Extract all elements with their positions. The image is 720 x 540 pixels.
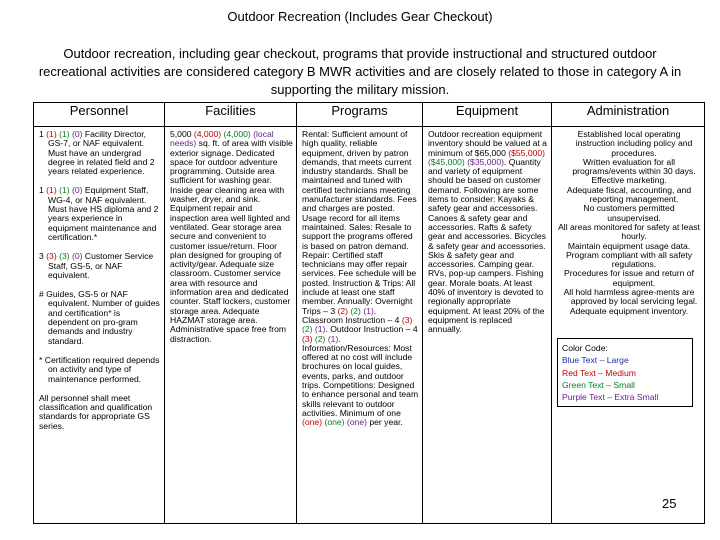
admin-item: Adequate fiscal, accounting, and reporting management. <box>566 184 692 205</box>
admin-item: Maintain equipment usage data. <box>567 240 691 251</box>
header-administration: Administration <box>552 103 705 127</box>
header-facilities: Facilities <box>165 103 297 127</box>
admin-item: Effective marketing. <box>591 175 667 186</box>
color-code-legend <box>557 338 693 407</box>
admin-item: Program compliant with all safety regulations. <box>565 249 693 270</box>
programs-cell: Rental: Sufficient amount of high quality, reliable equipment, driven by patron demands, that meets current industry standards. Shall be maintained and tuned with certified technicians meeting manufacturer standards. Fees and charges are posted. Usage record for all items maintained. Sales: Resale to support the programs offered is based on patron demand. Repair: Certified staff technicians may offer repair services. Fee schedule will be posted. Instruction & Trips: All include at least one staff member. Annually: Overnight Trips – 3 (2) (2) (1). Classroom Instruction – 4 (3) (2) (1). Outdoor Instruction – 4 (3) (2) (1). Information/Resources: Most offered at no cost will include brochures on local guides, events, parks, and outdoor trips. Competitions: Designed to enhance personal and team skills relevant to outdoor activities. Minimum of one (one) (one) (one) per year. <box>297 127 423 524</box>
personnel-director: 1 (1) (1) (0) Facility Director, GS-7, or NAF equivalent. Must have an undergrad degree in related field and 2 years related experience. <box>39 129 155 177</box>
admin-item: Procedures for issue and return of equipment. <box>564 268 694 288</box>
intro-paragraph: Outdoor recreation, including gear checkout, programs that provide instructional and structured outdoor recreational activities are considered category B MWR activities and are closely related to those in category A in supporting the military mission. <box>38 46 682 97</box>
legend-blue: Blue Text – Large <box>562 355 629 366</box>
admin-item: Written evaluation for all programs/events within 30 days. <box>572 156 696 177</box>
personnel-qualification-note: All personnel shall meet classification and qualification standards for appropriate GS series. <box>39 392 153 431</box>
admin-item: All areas monitored for safety at least hourly. <box>558 221 700 242</box>
standards-table <box>33 102 705 524</box>
admin-item: All hold harmless agree-ments are approved by local servicing legal. <box>563 287 698 307</box>
equipment-cell: Outdoor recreation equipment inventory should be valued at a minimum of $65,000 ($55,000) ($45,000) ($35,000). Quantity and variety of equipment should be based on customer demand. Following are some items to consider: Kayaks & safety gear and accessories. Canoes & safety gear and accessories. Rafts & safety gear and accessories. Bicycles & safety gear and accessories. Skis & safety gear and accessories. Camping gear. RVs, pop-up campers. Fishing gear. Morale boats. At least 40% of inventory is devoted to regionally appropriate equipment. At least 20% of the equipment is replaced annually. <box>423 127 552 524</box>
header-personnel: Personnel <box>34 103 165 127</box>
header-equipment: Equipment <box>423 103 552 127</box>
personnel-guides: # Guides, GS-5 or NAF equivalent. Number of guides and certification* is dependent on pro-gram demands and industry standard. <box>39 289 160 346</box>
content-row <box>34 127 705 524</box>
legend-red: Red Text – Medium <box>562 367 636 378</box>
legend-title: Color Code: <box>562 342 608 353</box>
administration-cell <box>552 127 705 524</box>
personnel-cell <box>34 127 165 524</box>
facilities-cell: 5,000 (4,000) (4,000) (local needs) sq. ft. of area with visible exterior signage. Dedicated space for outdoor adventure programming. Outside area sufficient for washing gear. Inside gear cleaning area with washer, dryer, and sink. Equipment repair and inspection area well lighted and ventilated. Gear storage area secure and convenient to customer issue/return. Floor plan designed for grouping of activity/gear. Adequate size classroom. Customer service area with resource and information area and dedicated counter. Staff lockers, customer storage area. Adequate HAZMAT storage area. Administrative space free from distraction. <box>165 127 297 524</box>
page-title: Outdoor Recreation (Includes Gear Checkout) <box>227 9 493 24</box>
page-number: 25 <box>662 496 677 511</box>
header-row <box>34 103 705 127</box>
admin-item: Established local operating instruction including policy and procedures. <box>575 129 693 158</box>
admin-item: Adequate equipment inventory. <box>569 305 689 316</box>
personnel-customer-service: 3 (3) (3) (0) Customer Service Staff, GS-5, or NAF equivalent. <box>39 251 154 280</box>
header-programs: Programs <box>297 103 423 127</box>
personnel-certification-note: * Certification required depends on activity and type of maintenance performed. <box>39 354 160 384</box>
legend-green: Green Text – Small <box>562 379 635 390</box>
legend-purple: Purple Text – Extra Small <box>562 392 659 403</box>
personnel-equipment-staff: 1 (1) (1) (0) Equipment Staff, WG-4, or NAF equivalent. Must have HS diploma and 2 years experience in equipment maintenance and certification.* <box>39 185 159 242</box>
admin-item: No customers permitted unsupervised. <box>583 203 675 223</box>
